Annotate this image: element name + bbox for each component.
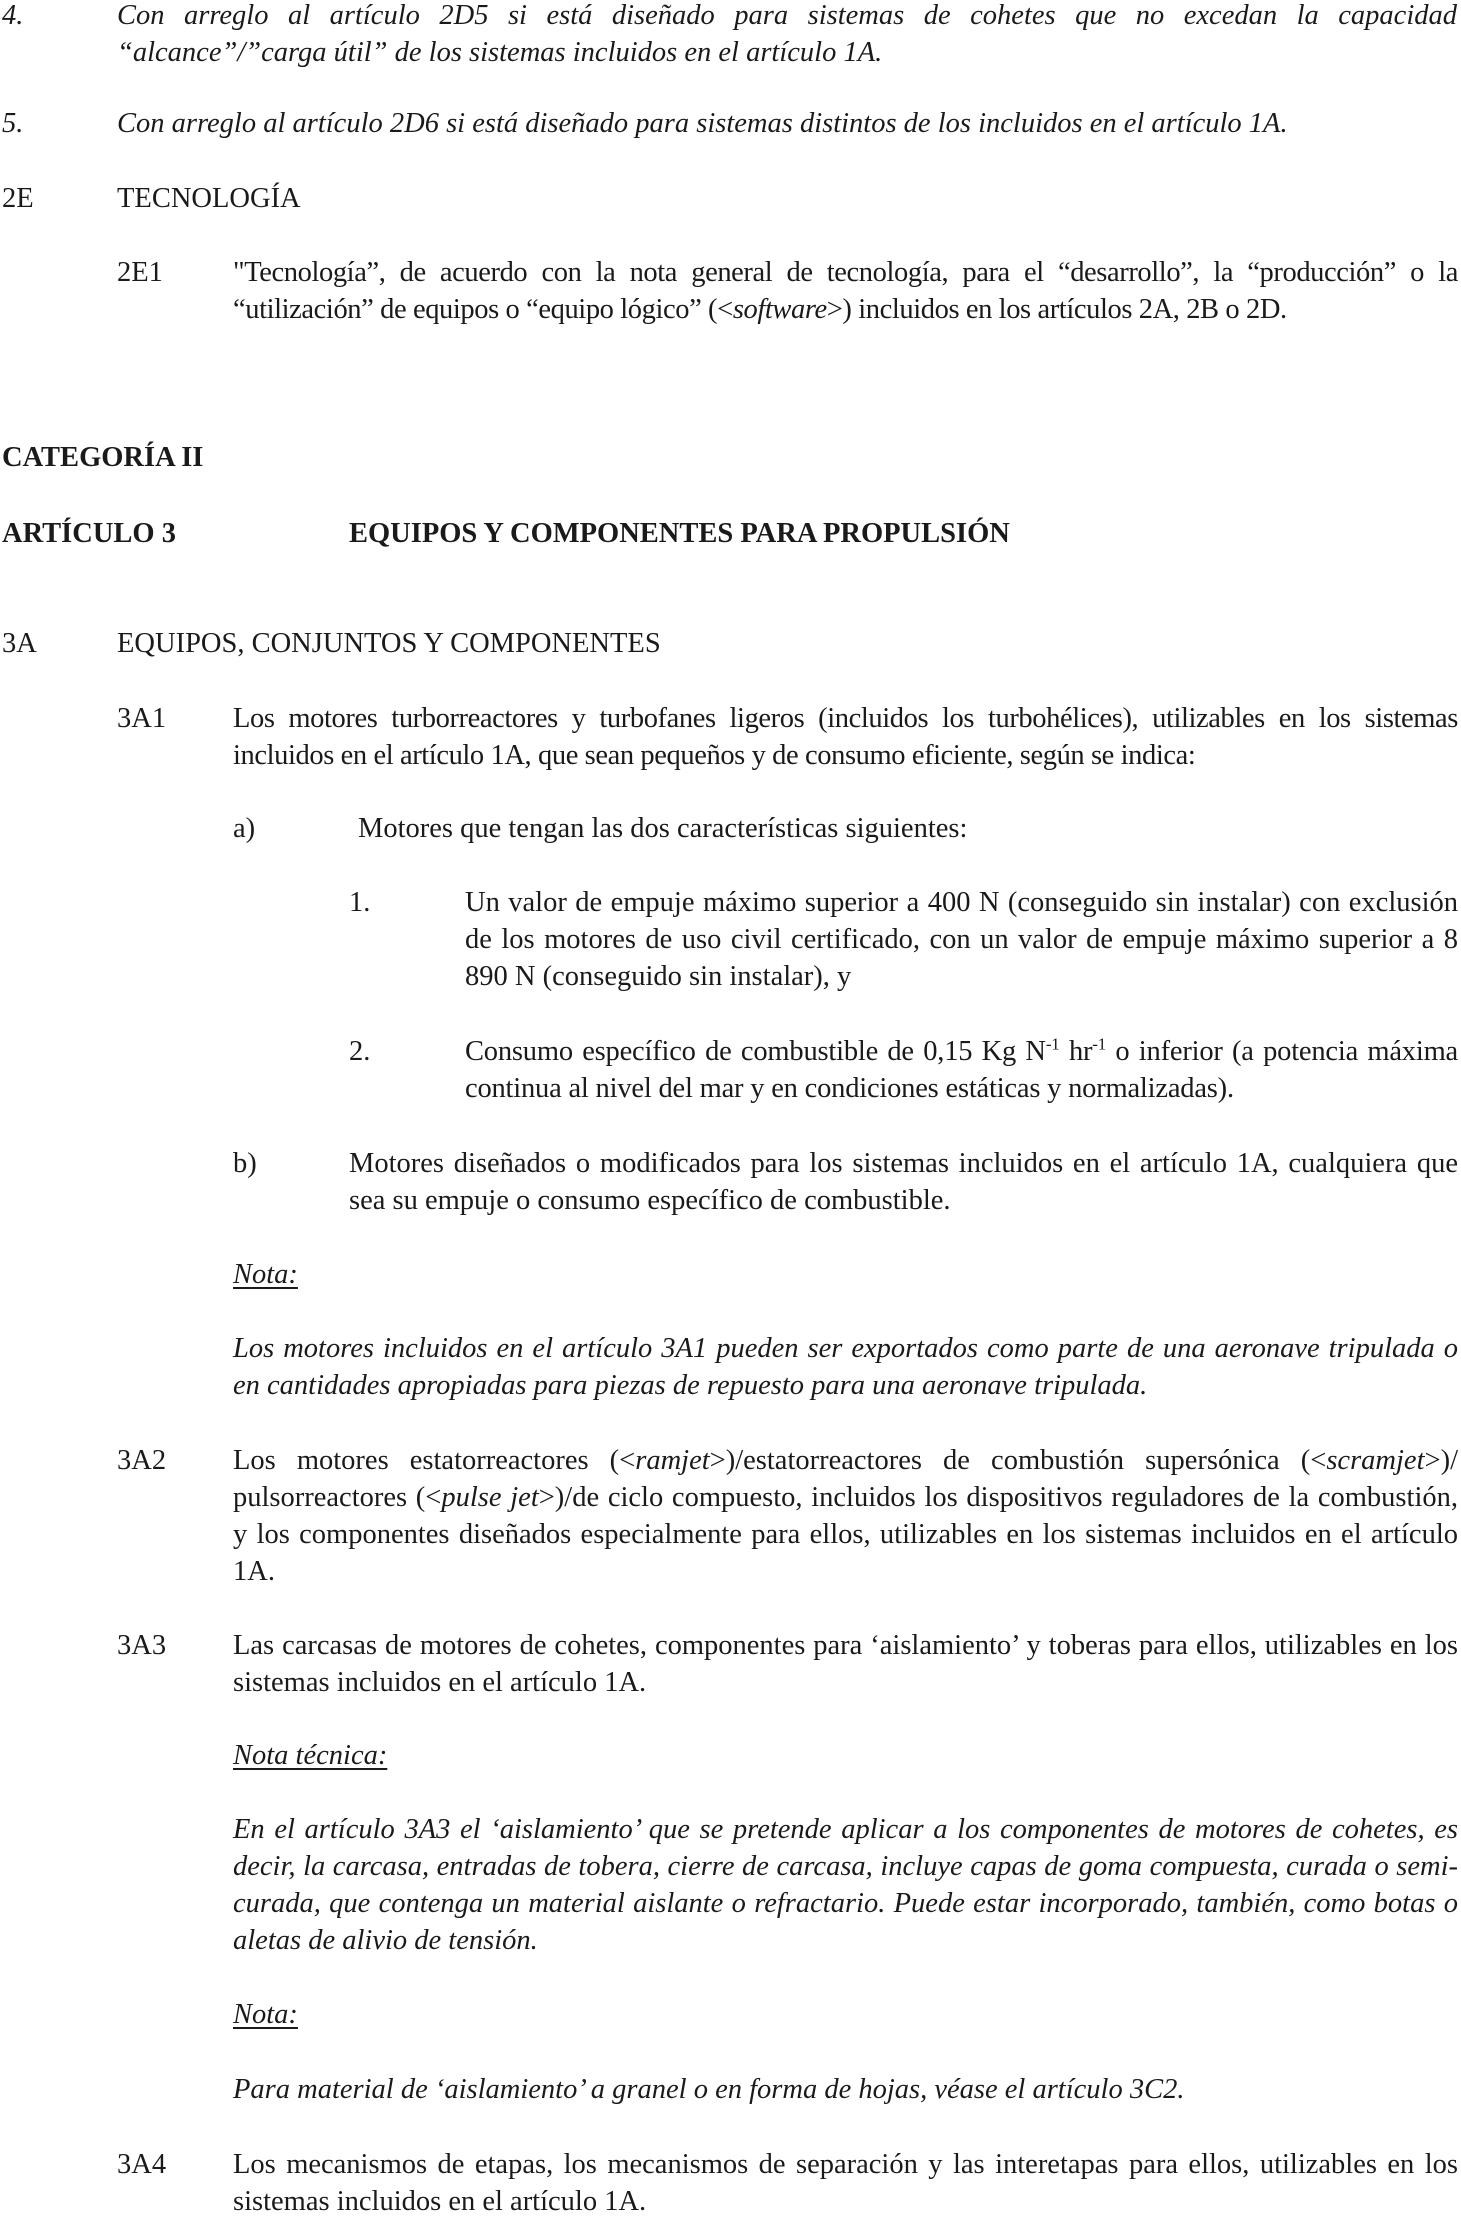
- entry-3a2-code: 3A2: [117, 1445, 167, 1476]
- article-title: EQUIPOS Y COMPONENTES PARA PROPULSIÓN: [349, 518, 1010, 549]
- item-4-number: 4.: [2, 0, 24, 31]
- entry-3a4-code: 3A4: [117, 2149, 167, 2180]
- section-3a-code: 3A: [2, 628, 37, 659]
- article-label: ARTÍCULO 3: [2, 518, 176, 549]
- entry-3a1-1-label: 1.: [349, 887, 371, 918]
- section-2e-code: 2E: [2, 183, 34, 214]
- entry-3a1-note-label: Nota:: [233, 1259, 298, 1290]
- entry-3a3-tech-note-text: En el artículo 3A3 el ‘aislamiento’ que se pretende aplicar a los componentes de motores de cohetes, es decir, la carcasa, entradas de tobera, cierre de carcasa, incluye capas de goma compuesta, curada o semi-curada, que contenga un material aislante o refractario. Puede estar incorporado, también, como botas o aletas de alivio de tensión.: [233, 1814, 1458, 1956]
- entry-2e1-text: "Tecnología”, de acuerdo con la nota general de tecnología, para el “desarrollo”, la “producción” o la “utilización” de equipos o “equipo lógico” (<software>) incluidos en los artículos 2A, 2B o 2D.: [233, 257, 1458, 325]
- item-5-number: 5.: [2, 108, 24, 139]
- entry-3a3-tech-note-label: Nota técnica:: [233, 1740, 388, 1771]
- category-heading: CATEGORÍA II: [2, 442, 204, 473]
- entry-3a1-note-text: Los motores incluidos en el artículo 3A1 pueden ser exportados como parte de una aeronave tripulada o en cantidades apropiadas para piezas de repuesto para una aeronave tripulada.: [233, 1333, 1458, 1401]
- entry-3a1-b-label: b): [233, 1148, 257, 1179]
- section-2e-title: TECNOLOGÍA: [117, 183, 301, 214]
- section-3a-title: EQUIPOS, CONJUNTOS Y COMPONENTES: [117, 628, 661, 659]
- entry-2e1-code: 2E1: [117, 257, 163, 288]
- entry-3a1-2-label: 2.: [349, 1036, 371, 1067]
- entry-3a1-code: 3A1: [117, 703, 167, 734]
- entry-3a1-2-text: Consumo específico de combustible de 0,15 Kg $N^{-1}$ $hr^{-1}$ o inferior (a potencia máxima continua al nivel del mar y en condiciones estáticas y normalizadas).: [465, 1034, 1458, 1104]
- entry-3a1-a-label: a): [233, 813, 256, 844]
- entry-3a1-1-text: Un valor de empuje máximo superior a 400 N (conseguido sin instalar) con exclusión de los motores de uso civil certificado, con un valor de empuje máximo superior a 8 890 N (conseguido sin instalar), y: [465, 887, 1458, 992]
- entry-3a3-text: Las carcasas de motores de cohetes, componentes para ‘aislamiento’ y toberas para ellos, utilizables en los sistemas incluidos en el artículo 1A.: [233, 1630, 1458, 1698]
- item-5-text: Con arreglo al artículo 2D6 si está diseñado para sistemas distintos de los incluidos en el artículo 1A.: [117, 108, 1288, 139]
- entry-3a3-code: 3A3: [117, 1630, 167, 1661]
- entry-3a3-note-text: Para material de ‘aislamiento’ a granel o en forma de hojas, véase el artículo 3C2.: [233, 2074, 1185, 2105]
- entry-3a1-a-text: Motores que tengan las dos características siguientes:: [358, 813, 968, 844]
- entry-3a1-b-text: Motores diseñados o modificados para los sistemas incluidos en el artículo 1A, cualquiera que sea su empuje o consumo específico de combustible.: [349, 1148, 1458, 1216]
- entry-3a2-text: Los motores estatorreactores (<ramjet>)/estatorreactores de combustión supersónica (<scramjet>)/ pulsorreactores (<pulse jet>)/de ciclo compuesto, incluidos los dispositivos reguladores de la combustión, y los componentes diseñados especialmente para ellos, utilizables en los sistemas incluidos en el artículo 1A.: [233, 1445, 1458, 1587]
- entry-3a3-note-label: Nota:: [233, 1999, 298, 2030]
- entry-3a4-text: Los mecanismos de etapas, los mecanismos de separación y las interetapas para ellos, utilizables en los sistemas incluidos en el artículo 1A.: [233, 2149, 1458, 2217]
- item-4-text: Con arreglo al artículo 2D5 si está diseñado para sistemas de cohetes que no excedan la capacidad “alcance”/”carga útil” de los sistemas incluidos en el artículo 1A.: [117, 0, 1457, 68]
- entry-3a1-text: Los motores turborreactores y turbofanes ligeros (incluidos los turbohélices), utilizables en los sistemas incluidos en el artículo 1A, que sean pequeños y de consumo eficiente, según se indica:: [233, 703, 1458, 771]
